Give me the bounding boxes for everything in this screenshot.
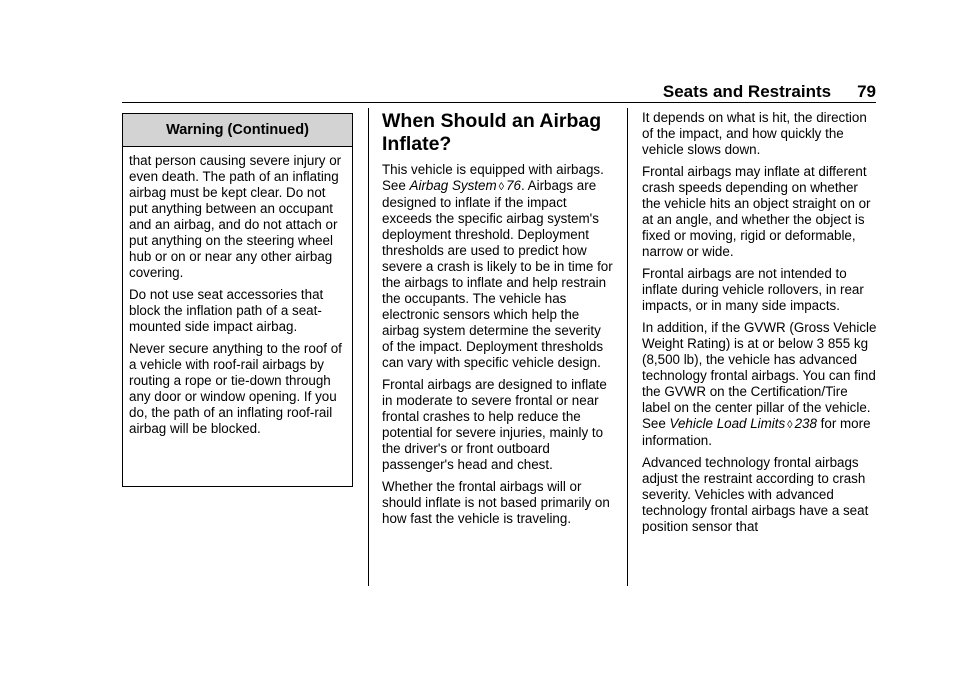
page-ref-icon: ◊	[787, 419, 793, 431]
warning-box	[122, 113, 353, 487]
section-heading: When Should an Airbag Inflate?	[382, 110, 602, 155]
header-divider	[122, 102, 876, 103]
column-divider-2	[627, 108, 628, 586]
paragraph: Whether the frontal airbags will or should inflate is not based primarily on how fast the vehicle is traveling.	[382, 479, 610, 526]
paragraph: In addition, if the GVWR (Gross Vehicle Weight Rating) is at or below 3 855 kg (8,500 lb), the vehicle has advanced technology frontal airbags. You can find the GVWR on the Certification/Tire label on the center pillar of the vehicle. See Vehicle Load Limits ◊ 238 for more information.	[642, 320, 877, 448]
page-ref-number[interactable]: 238	[794, 416, 817, 431]
page-ref-number[interactable]: 76	[506, 178, 521, 193]
warning-paragraph: Do not use seat accessories that block the inflation path of a seat-mounted side impact airbag.	[129, 287, 324, 334]
warning-body	[123, 147, 352, 437]
paragraph: Frontal airbags are designed to inflate in moderate to severe frontal or near frontal crashes to help reduce the potential for severe injuries, mainly to the driver's or front outboard passenger's head and chest.	[382, 377, 607, 472]
page-number: 79	[857, 82, 876, 101]
paragraph: Frontal airbags are not intended to inflate during vehicle rollovers, in rear impacts, or in many side impacts.	[642, 266, 864, 313]
vehicle-load-limits-link[interactable]: Vehicle Load Limits	[669, 416, 786, 431]
airbag-system-link[interactable]: Airbag System	[409, 178, 497, 193]
paragraph: This vehicle is equipped with airbags. See Airbag System ◊ 76. Airbags are designed to inflate if the impact exceeds the specific airbag system's deployment threshold. Deployment thresholds are used to predict how severe a crash is likely to be in time for the airbags to inflate and help restrain the occupants. The vehicle has electronic sensors which help the airbag system determine the severity of the impact. Deployment thresholds can vary with specific vehicle design.	[382, 162, 613, 370]
column-2	[382, 110, 614, 533]
warning-paragraph: that person causing severe injury or even death. The path of an inflating airbag must be kept clear. Do not put anything between an occupant and an airbag, and do not attach or put anything on the steering wheel hub or on or near any other airbag covering.	[129, 153, 342, 280]
page-ref-icon: ◊	[498, 181, 505, 193]
paragraph: It depends on what is hit, the direction of the impact, and how quickly the vehicle slows down.	[642, 110, 867, 157]
section-title: Seats and Restraints	[662, 82, 832, 101]
paragraph: Frontal airbags may inflate at different crash speeds depending on whether the vehicle hits an object straight on or at an angle, and whether the object is fixed or moving, rigid or deformable, narrow or wide.	[642, 164, 871, 259]
warning-paragraph: Never secure anything to the roof of a vehicle with roof-rail airbags by routing a rope or tie-down through any door or window opening. If you do, the path of an inflating roof-rail airbag will be blocked.	[129, 341, 342, 436]
page-header	[122, 82, 876, 102]
column-divider-1	[368, 108, 369, 586]
paragraph: Advanced technology frontal airbags adjust the restraint according to crash severity. Vehicles with advanced technology frontal airbags have a seat position sensor that	[642, 455, 869, 534]
warning-title: Warning (Continued)	[123, 114, 352, 147]
column-3	[642, 110, 878, 541]
